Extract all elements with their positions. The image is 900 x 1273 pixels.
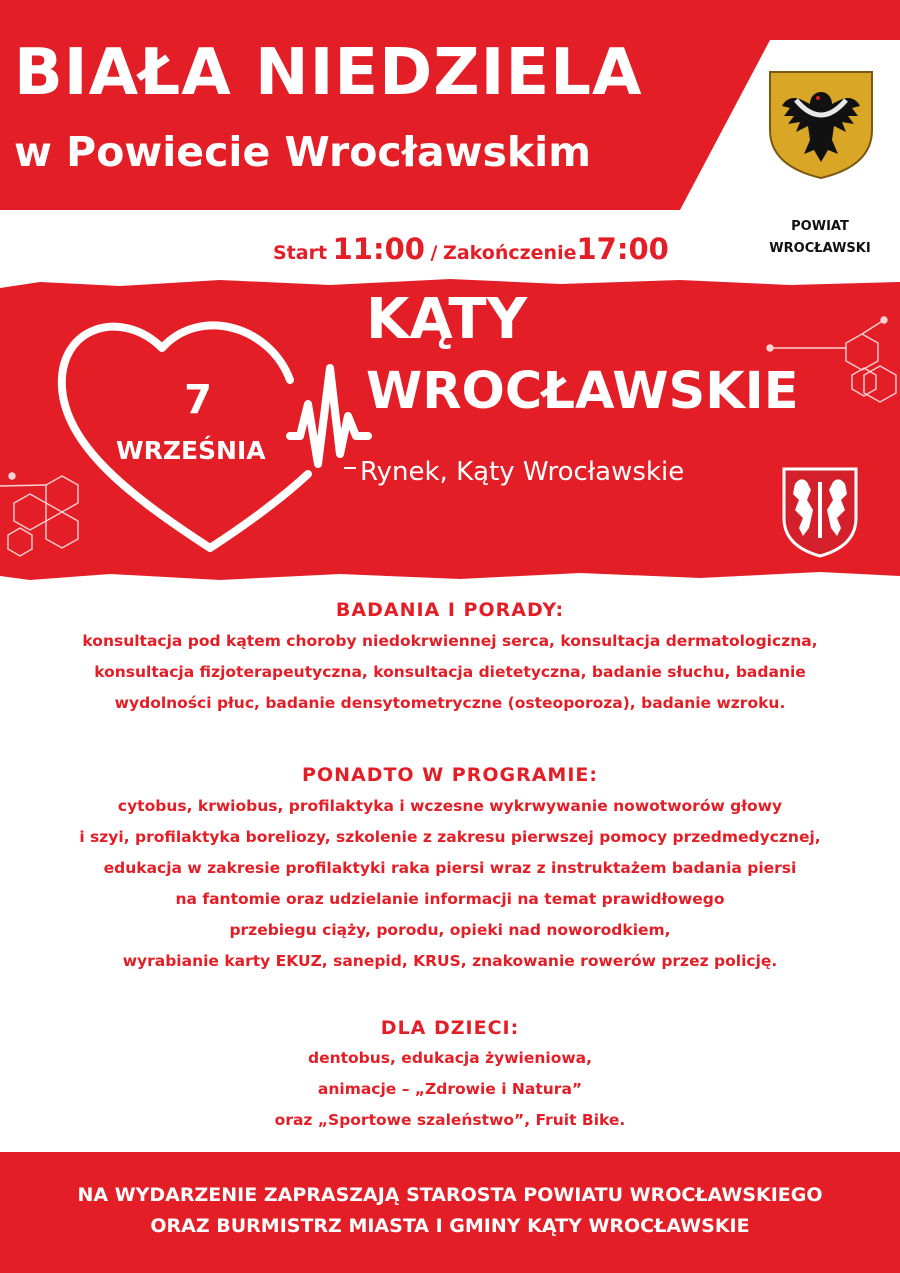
end-label: Zakończenie xyxy=(443,242,577,264)
event-subtitle: w Powiecie Wrocławskim xyxy=(14,128,591,176)
section-line: przebiegu ciąży, porodu, opieki nad noworodkiem, xyxy=(229,921,671,939)
section-line: animacje – „Zdrowie i Natura” xyxy=(317,1080,583,1098)
powiat-label-line1: POWIAT xyxy=(791,219,849,234)
event-day: 7 xyxy=(184,377,212,423)
footer-banner xyxy=(0,1152,900,1273)
section-line: na fantomie oraz udzielanie informacji na temat prawidłowego xyxy=(175,890,725,908)
section-line: wydolności płuc, badanie densytometryczne (osteoporoza), badanie wzroku. xyxy=(114,694,786,712)
place-line2: WROCŁAWSKIE xyxy=(366,362,799,421)
section-dzieci xyxy=(0,1017,900,1136)
venue: Rynek, Kąty Wrocławskie xyxy=(360,457,685,487)
end-time: 17:00 xyxy=(576,232,669,266)
event-title: BIAŁA NIEDZIELA xyxy=(14,36,643,110)
event-month: WRZEŚNIA xyxy=(116,436,266,465)
section-line: dentobus, edukacja żywieniowa, xyxy=(307,1049,593,1067)
section-line: konsultacja pod kątem choroby niedokrwiennej serca, konsultacja dermatologiczna, xyxy=(82,632,818,650)
time-separator: / xyxy=(430,242,438,264)
section-line: cytobus, krwiobus, profilaktyka i wczesne wykrwywanie nowotworów głowy xyxy=(117,797,783,815)
start-label: Start xyxy=(273,242,328,264)
footer-line2: ORAZ BURMISTRZ MIASTA I GMINY KĄTY WROCŁAWSKIE xyxy=(150,1215,750,1237)
section-heading: PONADTO W PROGRAMIE: xyxy=(302,764,598,786)
section-line: wyrabianie karty EKUZ, sanepid, KRUS, znakowanie rowerów przez policję. xyxy=(122,952,778,970)
start-time: 11:00 xyxy=(332,232,425,266)
powiat-label xyxy=(745,216,895,260)
section-line: edukacja w zakresie profilaktyki raka piersi wraz z instruktażem badania piersi xyxy=(103,859,797,877)
schedule-line xyxy=(273,232,669,266)
place-line1: KĄTY xyxy=(366,287,528,352)
section-heading: BADANIA I PORADY: xyxy=(335,599,565,621)
lions-crest-icon xyxy=(781,466,859,558)
section-line: konsultacja fizjoterapeutyczna, konsultacja dietetyczna, badanie słuchu, badanie xyxy=(94,663,806,681)
section-line: i szyi, profilaktyka boreliozy, szkolenie z zakresu pierwszej pomocy przedmedycznej, xyxy=(79,828,821,846)
footer-line1: NA WYDARZENIE ZAPRASZAJĄ STAROSTA POWIATU WROCŁAWSKIEGO xyxy=(77,1184,823,1206)
section-badania xyxy=(0,599,900,719)
section-heading: DLA DZIECI: xyxy=(380,1017,520,1039)
powiat-label-line2: WROCŁAWSKI xyxy=(769,241,871,256)
section-line: oraz „Sportowe szaleństwo”, Fruit Bike. xyxy=(274,1111,626,1129)
eagle-crest-icon xyxy=(766,70,876,180)
section-ponadto xyxy=(0,764,900,977)
